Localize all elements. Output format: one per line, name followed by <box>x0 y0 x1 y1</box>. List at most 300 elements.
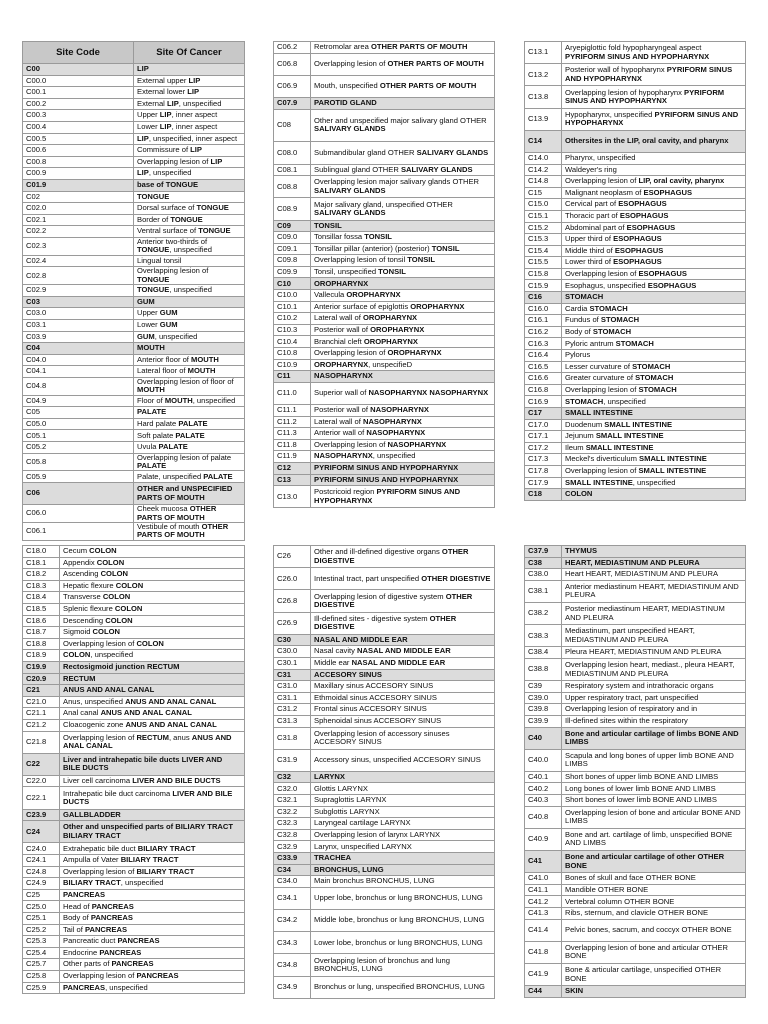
emphasis-text: TONGUE <box>196 203 229 213</box>
table-row <box>23 592 245 604</box>
table-row <box>274 75 495 97</box>
section-row <box>274 220 495 232</box>
site-of-cancer-cell: Anterior surface of epiglottis OROPHARYNX <box>311 301 495 313</box>
table-row <box>23 638 245 650</box>
site-code-cell: C40.0 <box>525 749 562 771</box>
table-row <box>525 908 746 920</box>
emphasis-text: STOMACH <box>632 361 671 371</box>
table-row <box>274 646 495 658</box>
site-of-cancer-cell: Palate, unspecified PALATE <box>134 471 245 483</box>
table-row <box>23 226 245 238</box>
site-of-cancer-cell: Tail of PANCREAS <box>60 924 245 936</box>
site-code-cell: C18.0 <box>23 546 60 558</box>
site-code-cell: C05.0 <box>23 418 134 430</box>
table-row <box>525 164 746 176</box>
site-code-cell: C00.6 <box>23 145 134 157</box>
site-code-cell: C17.3 <box>525 454 562 466</box>
emphasis-text: OROPHARYNX <box>363 336 418 346</box>
table-row <box>23 603 245 615</box>
site-code-cell: C09 <box>274 220 311 232</box>
table-row <box>525 692 746 704</box>
emphasis-text: LIVER AND BILE DUCTS <box>132 775 221 785</box>
site-of-cancer-cell: Ill-defined sites within the respiratory <box>562 715 746 727</box>
site-code-cell: C06.2 <box>274 42 311 54</box>
table-row <box>274 715 495 727</box>
emphasis-text: ANUS AND ANAL CANAL <box>125 720 217 729</box>
table-row <box>525 222 746 234</box>
site-of-cancer-cell: Upper GUM <box>134 308 245 320</box>
site-of-cancer-cell: Supraglottis LARYNX <box>311 795 495 807</box>
site-code-cell: C02.8 <box>23 267 134 285</box>
emphasis-text: PYRIFORM SINUS AND HYPOPHARYNX <box>565 109 739 128</box>
site-code-cell: C40.3 <box>525 795 562 807</box>
table-row <box>274 910 495 932</box>
site-of-cancer-cell: Posterior wall of NASOPHARYNX <box>311 405 495 417</box>
emphasis-text: NASOPHARYNX <box>370 405 429 415</box>
table-row <box>23 650 245 662</box>
emphasis-text: SALIVARY GLANDS <box>416 147 489 157</box>
site-of-cancer-cell: Overlapping lesion major salivary glands OTHER SALIVARY GLANDS <box>311 176 495 198</box>
site-code-cell: C10.3 <box>274 324 311 336</box>
table-row <box>525 86 746 108</box>
table-row <box>274 681 495 693</box>
table-row <box>23 319 245 331</box>
site-code-cell: C15.0 <box>525 199 562 211</box>
section-row <box>274 853 495 865</box>
site-of-cancer-cell: Hypopharynx, unspecified PYRIFORM SINUS AND HYPOPHARYNX <box>562 108 746 130</box>
site-of-cancer-cell: STOMACH <box>562 292 746 304</box>
table-row <box>23 843 245 855</box>
site-of-cancer-cell: Bronchus or lung, unspecified BRONCHUS, LUNG <box>311 976 495 998</box>
emphasis-text: COLON <box>96 557 125 567</box>
table-row <box>274 142 495 164</box>
table-row <box>274 795 495 807</box>
emphasis-text: PALATE <box>178 418 208 428</box>
site-of-cancer-cell: Overlapping lesion of respiratory and in <box>562 704 746 716</box>
site-code-cell: C41 <box>525 851 562 873</box>
table-row <box>525 454 746 466</box>
emphasis-text: ESOPHAGUS <box>626 222 676 232</box>
header-site-code: Site Code <box>23 42 134 64</box>
site-of-cancer-cell: Commissure of LIP <box>134 145 245 157</box>
site-of-cancer-cell: Descending COLON <box>60 615 245 627</box>
site-code-cell: C41.9 <box>525 963 562 985</box>
table-row <box>525 465 746 477</box>
table-row <box>525 580 746 602</box>
site-of-cancer-cell: Anterior wall of NASOPHARYNX <box>311 428 495 440</box>
site-of-cancer-cell: Middle lobe, bronchus or lung BRONCHUS, LUNG <box>311 910 495 932</box>
emphasis-text: COLON <box>100 569 128 579</box>
site-code-cell: C16.1 <box>525 315 562 327</box>
table-row <box>525 884 746 896</box>
emphasis-text: STOMACH <box>565 396 604 406</box>
emphasis-text: LIP <box>188 75 201 85</box>
emphasis-text: LIVER AND BILE DUCTS <box>63 788 233 807</box>
section-row <box>525 292 746 304</box>
site-code-cell: C10 <box>274 278 311 290</box>
emphasis-text: LIP <box>137 133 149 143</box>
site-code-cell: C16.8 <box>525 384 562 396</box>
site-code-cell: C00.8 <box>23 156 134 168</box>
table-row <box>23 110 245 122</box>
section-row <box>23 685 245 697</box>
site-code-cell: C00.5 <box>23 133 134 145</box>
table-row <box>525 828 746 850</box>
table-column-6 <box>524 545 746 998</box>
site-code-cell: C21.2 <box>23 719 60 731</box>
site-of-cancer-cell: Overlapping lesion of bone and articular OTHER BONE <box>562 941 746 963</box>
site-of-cancer-cell: BRONCHUS, LUNG <box>311 864 495 876</box>
site-of-cancer-cell: NASAL AND MIDDLE EAR <box>311 634 495 646</box>
site-code-cell: C16.2 <box>525 326 562 338</box>
section-row <box>274 97 495 109</box>
site-code-cell: C30 <box>274 634 311 646</box>
emphasis-text: OTHER PARTS OF MOUTH <box>370 42 468 52</box>
site-of-cancer-cell: ACCESORY SINUS <box>311 669 495 681</box>
table-row <box>525 326 746 338</box>
site-code-cell: C01.9 <box>23 179 134 191</box>
table-row <box>23 407 245 419</box>
table-row <box>23 145 245 157</box>
site-of-cancer-cell: Overlapping lesion of floor of MOUTH <box>134 377 245 395</box>
site-of-cancer-cell: Cervical part of ESOPHAGUS <box>562 199 746 211</box>
site-code-cell: C18.2 <box>23 569 60 581</box>
site-of-cancer-cell: GUM, unspecified <box>134 331 245 343</box>
emphasis-text: OROPHARYNX <box>370 324 425 334</box>
table-row <box>23 731 245 753</box>
site-code-cell: C41.4 <box>525 919 562 941</box>
emphasis-text: BILIARY TRACT <box>136 866 195 876</box>
emphasis-text: SALIVARY GLANDS <box>314 185 386 195</box>
table-row <box>23 471 245 483</box>
site-of-cancer-cell: Anal canal ANUS AND ANAL CANAL <box>60 708 245 720</box>
table-row <box>23 546 245 558</box>
table-row <box>274 932 495 954</box>
table-row <box>274 568 495 590</box>
table-row <box>274 255 495 267</box>
table-row <box>525 941 746 963</box>
site-of-cancer-cell: Nasal cavity NASAL AND MIDDLE EAR <box>311 646 495 658</box>
site-code-cell: C38 <box>525 557 562 569</box>
emphasis-text: PANCREAS <box>117 936 160 946</box>
site-of-cancer-cell: Upper third of ESOPHAGUS <box>562 234 746 246</box>
header-site-of-cancer: Site Of Cancer <box>134 42 245 64</box>
table-row <box>274 841 495 853</box>
site-code-cell: C18.8 <box>23 638 60 650</box>
site-code-cell: C09.9 <box>274 266 311 278</box>
site-of-cancer-cell: Overlapping lesion of OTHER PARTS OF MOUTH <box>311 53 495 75</box>
site-of-cancer-cell: Intrahepatic bile duct carcinoma LIVER AND BILE DUCTS <box>60 787 245 809</box>
site-of-cancer-cell: Postcricoid region PYRIFORM SINUS AND HYPOPHARYNX <box>311 486 495 508</box>
table-row <box>274 976 495 998</box>
site-code-cell: C15.1 <box>525 210 562 222</box>
emphasis-text: PANCREAS <box>99 947 142 957</box>
site-of-cancer-cell: Ampulla of Vater BILIARY TRACT <box>60 855 245 867</box>
table-row <box>23 267 245 285</box>
site-of-cancer-cell: Lesser curvature of STOMACH <box>562 361 746 373</box>
site-code-cell: C03.0 <box>23 308 134 320</box>
site-of-cancer-cell: External LIP, unspecified <box>134 98 245 110</box>
site-of-cancer-cell: OTHER and UNSPECIFIED PARTS OF MOUTH <box>134 483 245 505</box>
site-of-cancer-cell: Body of PANCREAS <box>60 913 245 925</box>
site-code-cell: C02 <box>23 191 134 203</box>
section-row <box>525 489 746 501</box>
site-code-cell: C00.3 <box>23 110 134 122</box>
section-row <box>274 771 495 783</box>
table-row <box>525 361 746 373</box>
table-row <box>23 366 245 378</box>
site-of-cancer-cell: Border of TONGUE <box>134 214 245 226</box>
site-code-cell: C34.8 <box>274 954 311 976</box>
site-code-cell: C03 <box>23 296 134 308</box>
table-row <box>525 268 746 280</box>
site-of-cancer-cell: GUM <box>134 296 245 308</box>
table-row <box>23 557 245 569</box>
table-row <box>525 771 746 783</box>
site-code-cell: C40.2 <box>525 783 562 795</box>
emphasis-text: OTHER DIGESTIVE <box>314 591 473 609</box>
site-code-cell: C26 <box>274 546 311 568</box>
site-code-cell: C14 <box>525 130 562 152</box>
site-of-cancer-cell <box>60 889 245 901</box>
emphasis-text: SMALL INTESTINE <box>585 442 654 452</box>
site-code-cell: C38.2 <box>525 602 562 624</box>
emphasis-text: GUM <box>137 331 155 341</box>
emphasis-text: PANCREAS <box>90 913 133 923</box>
site-code-cell: C14.2 <box>525 164 562 176</box>
table-row <box>274 243 495 255</box>
emphasis-text: ANUS AND ANAL CANAL <box>100 708 192 718</box>
table-row <box>525 108 746 130</box>
site-code-cell: C06.1 <box>23 523 134 541</box>
emphasis-text: COLON <box>114 604 143 614</box>
site-code-cell: C11 <box>274 371 311 383</box>
site-of-cancer-cell: Ventral surface of TONGUE <box>134 226 245 238</box>
table-row <box>23 331 245 343</box>
site-code-cell: C25.3 <box>23 936 60 948</box>
site-code-cell: C31.9 <box>274 749 311 771</box>
table-row <box>23 156 245 168</box>
site-code-cell: C39.0 <box>525 692 562 704</box>
site-of-cancer-cell: Larynx, unspecified LARYNX <box>311 841 495 853</box>
site-code-cell: C14.0 <box>525 152 562 164</box>
table-row <box>23 787 245 809</box>
table-row <box>23 947 245 959</box>
table-row <box>23 395 245 407</box>
site-code-cell: C16.3 <box>525 338 562 350</box>
emphasis-text: TONGUE <box>198 226 231 236</box>
section-row <box>274 371 495 383</box>
table-row <box>23 75 245 87</box>
table-row <box>525 210 746 222</box>
site-code-cell: C11.0 <box>274 382 311 404</box>
emphasis-text: LIP, oral cavity, pharynx <box>638 176 725 186</box>
emphasis-text: ANUS AND ANAL CANAL <box>63 732 232 751</box>
site-of-cancer-cell: Sublingual gland OTHER SALIVARY GLANDS <box>311 164 495 176</box>
site-code-cell: C39.9 <box>525 715 562 727</box>
table-row <box>23 87 245 99</box>
table-row <box>525 315 746 327</box>
site-of-cancer-cell: Branchial cleft OROPHARYNX <box>311 336 495 348</box>
table-row <box>274 546 495 568</box>
table-row <box>525 176 746 188</box>
emphasis-text: ESOPHAGUS <box>618 199 667 209</box>
site-of-cancer-cell: Jejunum SMALL INTESTINE <box>562 431 746 443</box>
site-code-cell: C32.9 <box>274 841 311 853</box>
site-of-cancer-cell: Pharynx, unspecified <box>562 152 746 164</box>
site-code-cell: C13.1 <box>525 42 562 64</box>
site-code-cell: C13.2 <box>525 64 562 86</box>
emphasis-text: TONGUE <box>170 214 203 224</box>
table-row <box>274 301 495 313</box>
site-code-cell: C11.1 <box>274 405 311 417</box>
site-of-cancer-cell: OROPHARYNX, unspecifieD <box>311 359 495 371</box>
site-of-cancer-cell: Ill-defined sites - digestive system OTHER DIGESTIVE <box>311 612 495 634</box>
site-code-cell: C17.2 <box>525 442 562 454</box>
site-code-cell: C33.9 <box>274 853 311 865</box>
table-row <box>23 430 245 442</box>
site-of-cancer-cell: Ileum SMALL INTESTINE <box>562 442 746 454</box>
table-row <box>525 384 746 396</box>
site-of-cancer-cell: Posterior wall of hypopharynx PYRIFORM SINUS AND HYPOPHARYNX <box>562 64 746 86</box>
site-of-cancer-cell: Anus, unspecified ANUS AND ANAL CANAL <box>60 696 245 708</box>
site-code-cell: C40 <box>525 727 562 749</box>
table-row <box>23 453 245 471</box>
site-of-cancer-cell: Other and unspecified major salivary gland OTHER SALIVARY GLANDS <box>311 109 495 142</box>
table-column-1 <box>22 41 245 541</box>
table-row <box>525 350 746 362</box>
site-of-cancer-cell: Overlapping lesion of COLON <box>60 638 245 650</box>
site-code-cell: C39 <box>525 681 562 693</box>
emphasis-text: TONGUE <box>137 274 170 284</box>
emphasis-text: STOMACH <box>600 315 640 325</box>
table-row <box>525 442 746 454</box>
emphasis-text: PYRIFORM SINUS AND HYPOPHARYNX <box>565 65 733 83</box>
table-row <box>23 214 245 226</box>
table-row <box>23 719 245 731</box>
section-row <box>274 462 495 474</box>
site-of-cancer-cell: Cecum COLON <box>60 546 245 558</box>
site-of-cancer-cell: Cardia STOMACH <box>562 303 746 315</box>
site-code-cell: C15.4 <box>525 245 562 257</box>
table-row <box>525 234 746 246</box>
table-row <box>274 53 495 75</box>
site-code-cell: C15 <box>525 187 562 199</box>
site-code-cell: C40.1 <box>525 771 562 783</box>
emphasis-text: LIP <box>159 110 172 120</box>
site-of-cancer-cell <box>134 407 245 419</box>
site-of-cancer-cell: Tonsil, unspecified TONSIL <box>311 266 495 278</box>
emphasis-text: PALATE <box>203 471 233 481</box>
table-row <box>23 913 245 925</box>
site-of-cancer-cell: Overlapping lesion of hypopharynx PYRIFORM SINUS AND HYPOPHARYNX <box>562 86 746 108</box>
table-row <box>525 152 746 164</box>
site-of-cancer-cell: Rectosigmoid junction RECTUM <box>60 661 245 673</box>
site-of-cancer-cell: Overlapping lesion of tonsil TONSIL <box>311 255 495 267</box>
site-code-cell: C24.0 <box>23 843 60 855</box>
site-code-cell: C41.8 <box>525 941 562 963</box>
emphasis-text: SALIVARY GLANDS <box>314 207 386 217</box>
site-of-cancer-cell: Liver and intrahepatic bile ducts LIVER AND BILE DUCTS <box>60 753 245 775</box>
site-of-cancer-cell: Overlapping lesion of ESOPHAGUS <box>562 268 746 280</box>
table-row <box>525 42 746 64</box>
table-row <box>274 290 495 302</box>
emphasis-text: STOMACH <box>589 303 628 313</box>
site-of-cancer-cell: Overlapping lesion of bronchus and lung BRONCHUS, LUNG <box>311 954 495 976</box>
site-code-cell: C15.5 <box>525 257 562 269</box>
site-code-cell: C38.4 <box>525 647 562 659</box>
table-row <box>525 715 746 727</box>
site-of-cancer-cell: Laryngeal cartilage LARYNX <box>311 818 495 830</box>
section-row <box>525 130 746 152</box>
site-of-cancer-cell: Bone & articular cartilage, unspecified OTHER BONE <box>562 963 746 985</box>
site-of-cancer-cell: Overlapping lesion of bone and articular BONE AND LIMBS <box>562 806 746 828</box>
site-of-cancer-cell: Mandible OTHER BONE <box>562 884 746 896</box>
site-code-cell: C05.9 <box>23 471 134 483</box>
table-row <box>274 612 495 634</box>
site-code-cell: C10.1 <box>274 301 311 313</box>
table-row <box>525 896 746 908</box>
table-row <box>274 324 495 336</box>
table-row <box>23 615 245 627</box>
site-of-cancer-cell: Respiratory system and intrathoracic organs <box>562 681 746 693</box>
table-row <box>23 627 245 639</box>
site-code-cell: C00.1 <box>23 87 134 99</box>
table-row <box>274 313 495 325</box>
table-row <box>23 982 245 994</box>
table-row <box>274 590 495 612</box>
site-code-cell: C06.0 <box>23 505 134 523</box>
site-of-cancer-cell: Cloacogenic zone ANUS AND ANAL CANAL <box>60 719 245 731</box>
section-row <box>274 278 495 290</box>
site-code-cell: C13.9 <box>525 108 562 130</box>
site-of-cancer-cell: Major salivary gland, unspecified OTHER SALIVARY GLANDS <box>311 198 495 220</box>
section-row <box>525 557 746 569</box>
site-of-cancer-cell: Meckel's diverticulum SMALL INTESTINE <box>562 454 746 466</box>
site-of-cancer-cell: PANCREAS, unspecified <box>60 982 245 994</box>
table-row <box>274 359 495 371</box>
table-row <box>525 280 746 292</box>
site-of-cancer-cell: Overlapping lesion of TONGUE <box>134 267 245 285</box>
table-row <box>274 876 495 888</box>
emphasis-text: OROPHARYNX <box>362 313 418 323</box>
site-of-cancer-cell: Other parts of PANCREAS <box>60 959 245 971</box>
table-row <box>525 873 746 885</box>
emphasis-text: OTHER PARTS OF MOUTH <box>137 504 217 522</box>
table-row <box>23 924 245 936</box>
site-of-cancer-cell: Lower GUM <box>134 319 245 331</box>
site-of-cancer-cell: NASOPHARYNX, unspecified <box>311 451 495 463</box>
site-of-cancer-cell: Pylorus <box>562 350 746 362</box>
site-code-cell: C18.4 <box>23 592 60 604</box>
emphasis-text: PANCREAS <box>63 889 106 899</box>
site-of-cancer-cell: Posterior wall of OROPHARYNX <box>311 324 495 336</box>
section-row <box>23 821 245 843</box>
section-row <box>23 809 245 821</box>
emphasis-text: GUM <box>159 308 178 318</box>
emphasis-text: OTHER PARTS OF MOUTH <box>379 81 477 91</box>
site-code-cell: C32.1 <box>274 795 311 807</box>
site-of-cancer-cell: Lower LIP, inner aspect <box>134 121 245 133</box>
site-of-cancer-cell: Overlapping lesion of NASOPHARYNX <box>311 439 495 451</box>
emphasis-text: PALATE <box>137 407 167 417</box>
table-row <box>274 829 495 841</box>
site-code-cell: C25.9 <box>23 982 60 994</box>
table-row <box>525 303 746 315</box>
site-of-cancer-cell: External upper LIP <box>134 75 245 87</box>
table-row <box>525 963 746 985</box>
table-row <box>23 418 245 430</box>
